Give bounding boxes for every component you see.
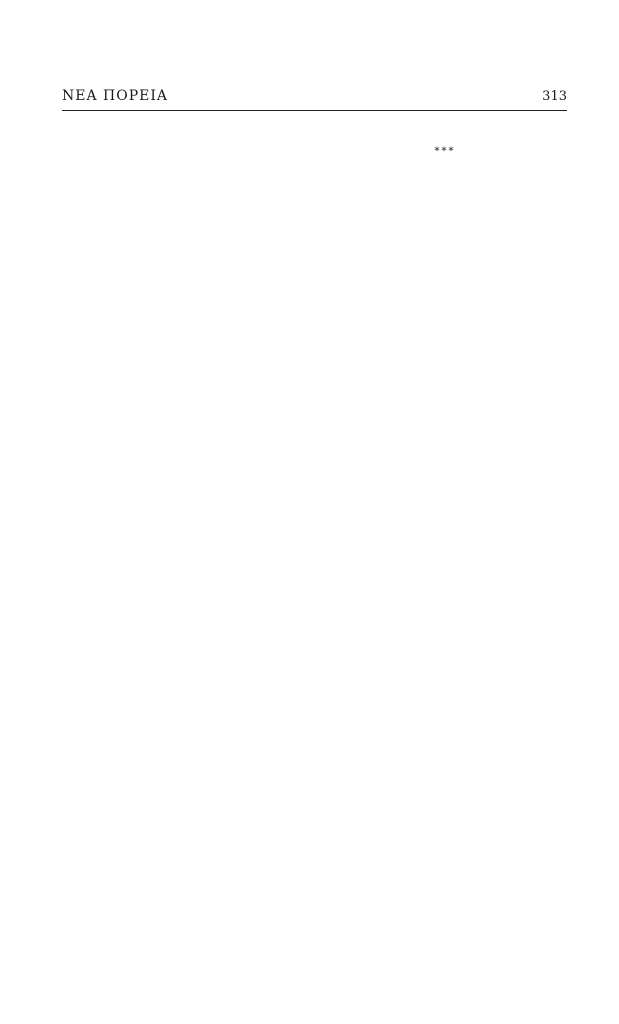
right-paragraph-3 bbox=[323, 182, 567, 196]
left-paragraph-2 bbox=[62, 135, 306, 149]
right-paragraph-4 bbox=[323, 195, 567, 209]
right-paragraph-1 bbox=[323, 121, 567, 135]
page-number: 313 bbox=[542, 89, 567, 104]
right-column bbox=[323, 121, 567, 1001]
left-paragraph-3 bbox=[62, 148, 306, 162]
text-columns bbox=[62, 121, 567, 1001]
right-paragraph-5 bbox=[323, 209, 567, 223]
left-paragraph-1 bbox=[62, 121, 306, 135]
left-column bbox=[62, 121, 306, 1001]
right-paragraph-2 bbox=[323, 168, 567, 182]
section-separator: *** bbox=[434, 145, 456, 157]
journal-title: ΝΕΑ ΠΟΡΕΙΑ bbox=[62, 88, 168, 104]
running-header bbox=[62, 88, 567, 111]
